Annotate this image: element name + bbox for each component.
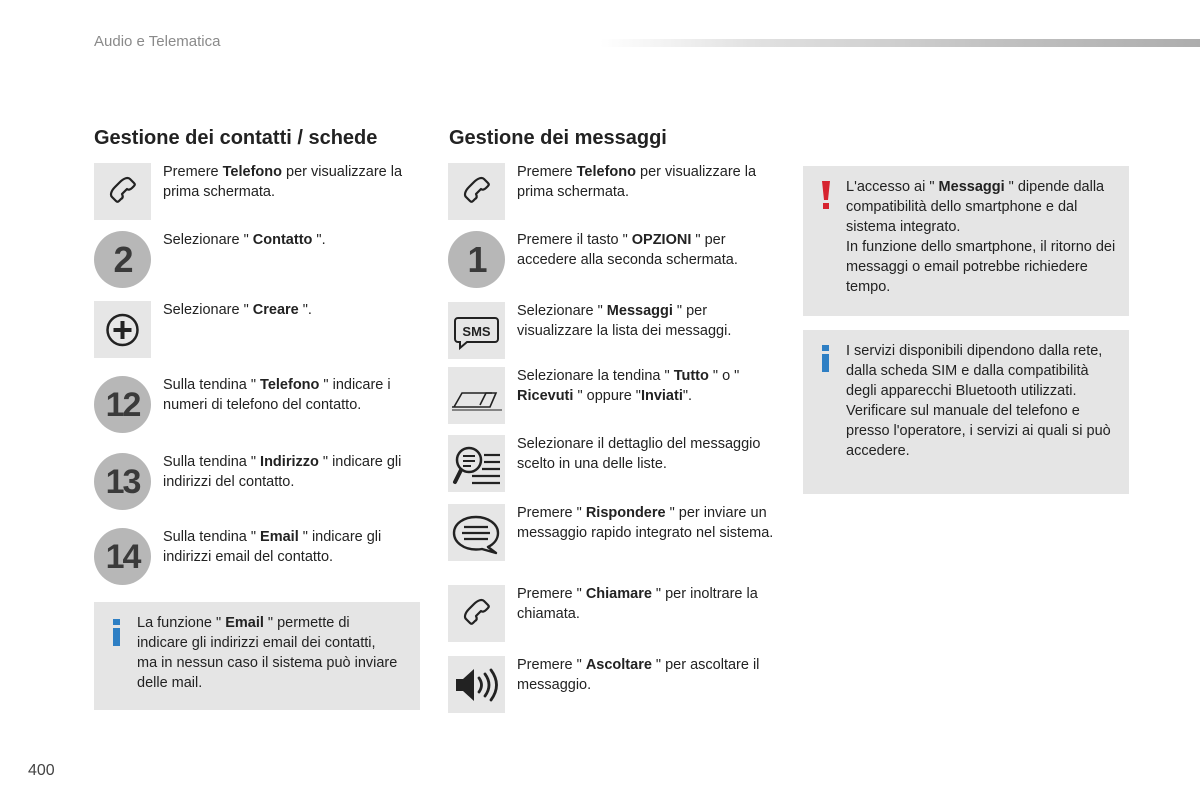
left-step-12-text: Sulla tendina " Telefono " indicare i numeri di telefono del contatto. [163,377,391,413]
middle-step-dropdown [448,366,788,426]
left-step-13 [94,452,434,512]
left-info-text: La funzione " Email " permette di indicare gli indirizzi email dei contatti, ma in nessun caso il sistema può inviare delle mail. [137,615,398,691]
number-badge-13: 13 [94,453,151,510]
left-step-plus [94,300,434,360]
number-badge-1: 1 [448,231,505,288]
left-column-title: Gestione dei contatti / schede [94,127,378,149]
middle-step-reply-text: Premere " Rispondere " per inviare un messaggio rapido integrato nel sistema. [517,505,774,541]
reply-bubble-icon [448,504,505,561]
left-step-plus-text: Selezionare " Creare ". [163,302,312,318]
middle-step-1-text: Premere il tasto " OPZIONI " per accedere alla seconda schermata. [517,232,738,268]
middle-column-title: Gestione dei messaggi [449,127,667,149]
number-badge-12: 12 [94,376,151,433]
phone-icon [94,163,151,220]
right-info-text [846,341,1116,461]
info-paragraph-1: I servizi disponibili dipendono dalla rete, dalla scheda SIM e dalla compatibilità degli apparecchi Bluetooth utilizzati. [846,343,1103,399]
middle-step-phone-text: Premere Telefono per visualizzare la prima schermata. [517,164,757,200]
left-step-14 [94,527,434,587]
number-badge-2: 2 [94,231,151,288]
middle-step-sms-text: Selezionare " Messaggi " per visualizzare la lista dei messaggi. [517,303,732,339]
sms-icon [448,302,505,359]
middle-step-sms [448,301,788,361]
middle-step-search-list [448,434,788,494]
middle-step-listen-text: Premere " Ascoltare " per ascoltare il messaggio. [517,657,760,693]
warning-paragraph-2: In funzione dello smartphone, il ritorno dei messaggi o email potrebbe richiedere tempo. [846,239,1116,295]
middle-step-reply [448,503,788,563]
middle-step-dropdown-text: Selezionare la tendina " Tutto " o " Ricevuti " oppure "Inviati". [517,368,740,404]
middle-step-call [448,584,788,644]
warning-icon [819,178,833,210]
page-number: 400 [28,762,55,779]
header-gradient-bar [600,39,1200,47]
info-icon [110,616,124,648]
dropdown-tab-icon [448,367,505,424]
left-step-2-text: Selezionare " Contatto ". [163,232,326,248]
info-icon [819,342,833,374]
speaker-icon [448,656,505,713]
warning-paragraph-1: L'accesso ai " Messaggi " dipende dalla compatibilità dello smartphone e dal sistema integrato. [846,179,1105,235]
left-info-note [94,602,420,710]
svg-text:SMS: SMS [462,324,491,339]
left-step-2 [94,230,434,290]
left-step-12 [94,375,434,435]
left-step-phone [94,162,434,222]
phone-icon [448,585,505,642]
left-step-13-text: Sulla tendina " Indirizzo " indicare gli indirizzi del contatto. [163,454,402,490]
left-step-phone-text: Premere Telefono per visualizzare la prima schermata. [163,164,403,200]
search-list-icon [448,435,505,492]
middle-step-call-text: Premere " Chiamare " per inoltrare la chiamata. [517,586,758,622]
middle-step-1 [448,230,788,290]
middle-step-listen [448,655,788,715]
middle-step-search-text: Selezionare il dettaglio del messaggio scelto in una delle liste. [517,436,761,472]
plus-icon [94,301,151,358]
phone-icon [448,163,505,220]
right-warning-text [846,177,1116,297]
right-info-note [803,330,1129,494]
number-badge-14: 14 [94,528,151,585]
header-section-title: Audio e Telematica [94,33,221,50]
right-warning-note [803,166,1129,316]
info-paragraph-2: Verificare sul manuale del telefono e presso l'operatore, i servizi ai quali si può accedere. [846,403,1111,459]
left-step-14-text: Sulla tendina " Email " indicare gli indirizzi email del contatto. [163,529,382,565]
middle-step-phone [448,162,788,222]
